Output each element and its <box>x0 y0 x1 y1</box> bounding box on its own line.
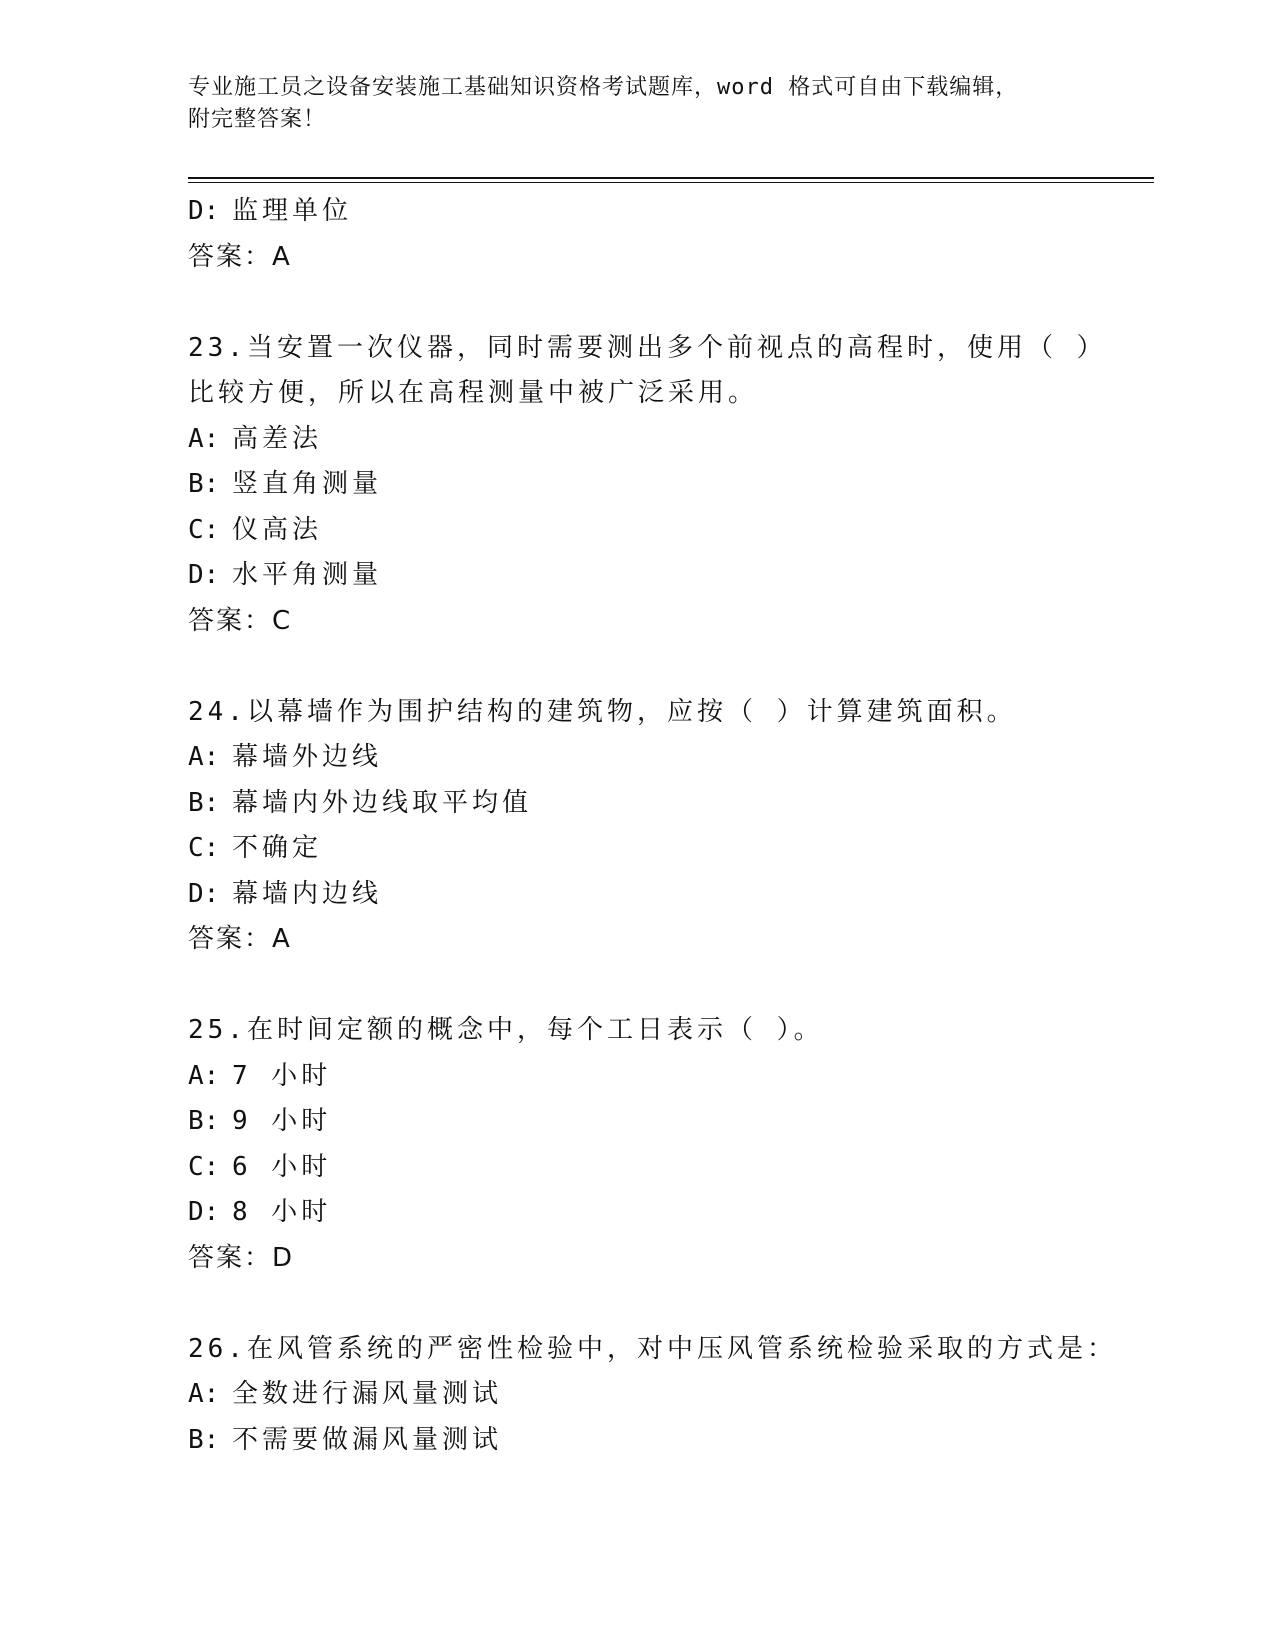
option-row <box>188 872 1148 918</box>
option-text: 幕墙内外边线取平均值 <box>232 787 533 818</box>
option-label: B: <box>188 1106 220 1136</box>
option-text: 9 小时 <box>232 1106 332 1136</box>
option-text: 7 小时 <box>232 1060 332 1091</box>
question-23-text-line-1: 23.当安置一次仪器，同时需要测出多个前视点的高程时，使用（ ） <box>188 332 1107 363</box>
option-row <box>188 189 1148 235</box>
option-text: 6 小时 <box>232 1151 332 1182</box>
option-row <box>188 1145 1148 1191</box>
answer-label: 答案： <box>188 924 273 954</box>
answer-row <box>188 599 1148 645</box>
option-label: D: <box>188 878 220 909</box>
option-text: 幕墙外边线 <box>232 742 383 772</box>
document-header <box>188 72 1068 136</box>
answer-label: 答案： <box>188 241 273 272</box>
answer-value: A <box>272 924 291 954</box>
spacer <box>188 1281 1148 1327</box>
option-text: 不确定 <box>232 833 323 863</box>
option-text: 仪高法 <box>232 514 323 545</box>
option-text: 8 小时 <box>232 1197 332 1227</box>
question-list <box>188 189 1148 1463</box>
option-row <box>188 1418 1148 1464</box>
option-text: 竖直角测量 <box>232 469 383 499</box>
option-row <box>188 1372 1148 1418</box>
answer-row <box>188 235 1148 281</box>
option-row <box>188 781 1148 827</box>
spacer <box>188 280 1148 326</box>
question-26-text: 26.在风管系统的严密性检验中，对中压风管系统检验采取的方式是： <box>188 1333 1117 1364</box>
option-label: A: <box>188 423 220 454</box>
option-text: 水平角测量 <box>232 560 383 590</box>
option-label: A: <box>188 742 220 772</box>
spacer <box>188 963 1148 1009</box>
option-row <box>188 508 1148 554</box>
option-row <box>188 1190 1148 1236</box>
option-text: 不需要做漏风量测试 <box>232 1424 503 1455</box>
option-row <box>188 735 1148 781</box>
header-rule-thick <box>188 177 1154 179</box>
option-label: D: <box>188 1197 220 1227</box>
option-label: C: <box>188 514 220 545</box>
spacer <box>188 644 1148 690</box>
option-text: 全数进行漏风量测试 <box>232 1379 503 1409</box>
question-24-text: 24.以幕墙作为围护结构的建筑物，应按（ ）计算建筑面积。 <box>188 696 1017 727</box>
answer-value: D <box>272 1242 294 1273</box>
answer-value: C <box>272 605 292 636</box>
option-text: 幕墙内边线 <box>232 878 383 909</box>
question-25-text: 25.在时间定额的概念中，每个工日表示（ ）。 <box>188 1015 824 1045</box>
option-label: C: <box>188 1151 220 1182</box>
option-label: A: <box>188 1060 220 1091</box>
option-label: B: <box>188 1424 220 1455</box>
option-row <box>188 1054 1148 1100</box>
question-23-text-line-2: 比较方便，所以在高程测量中被广泛采用。 <box>188 378 759 408</box>
option-row <box>188 1099 1148 1145</box>
header-rule-thin <box>188 182 1154 183</box>
answer-row <box>188 917 1148 963</box>
answer-value: A <box>272 241 291 272</box>
answer-label: 答案： <box>188 1242 273 1273</box>
option-label: D: <box>188 196 220 226</box>
option-row <box>188 462 1148 508</box>
answer-label: 答案： <box>188 605 273 636</box>
option-label: D: <box>188 560 220 590</box>
option-label: C: <box>188 833 220 863</box>
option-label: B: <box>188 469 220 499</box>
option-row <box>188 826 1148 872</box>
option-label: B: <box>188 787 220 818</box>
option-label: A: <box>188 1379 220 1409</box>
header-line-1: 专业施工员之设备安装施工基础知识资格考试题库，word 格式可自由下载编辑， <box>188 75 1019 100</box>
option-text: 高差法 <box>232 423 323 454</box>
option-row <box>188 417 1148 463</box>
answer-row <box>188 1236 1148 1282</box>
header-line-2: 附完整答案！ <box>188 107 327 132</box>
option-row <box>188 553 1148 599</box>
option-text: 监理单位 <box>232 196 353 226</box>
